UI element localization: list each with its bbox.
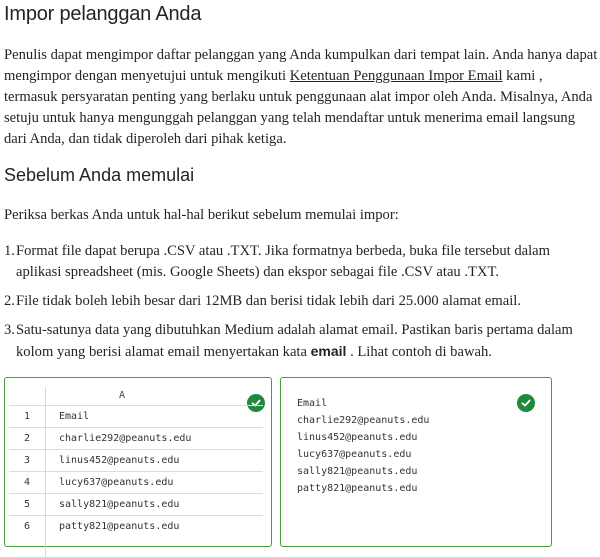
section-heading: Sebelum Anda memulai — [4, 165, 195, 185]
row-number: 6 — [23, 521, 31, 532]
requirement-text-end: . Lihat contoh di bawah. — [346, 344, 492, 360]
spreadsheet-row — [9, 471, 263, 493]
row-number: 4 — [23, 477, 31, 488]
checklist-intro: Periksa berkas Anda untuk hal-hal berikut sebelum memulai impor: — [4, 207, 399, 223]
column-header: A — [118, 390, 126, 401]
requirement-item — [4, 320, 598, 363]
requirement-number: 1. — [4, 243, 15, 259]
requirement-text: Satu-satunya data yang dibutuhkan Medium adalah alamat email. Pastikan baris pertama dalam kolom yang berisi alamat email menyertakan kata — [16, 322, 573, 360]
terms-of-use-link[interactable]: Ketentuan Penggunaan Impor Email — [289, 68, 503, 84]
requirement-number: 3. — [4, 322, 15, 338]
row-number: 5 — [23, 499, 31, 510]
intro-text-end: kami , termasuk persyaratan penting yang berlaku untuk penggunaan alat impor oleh Anda. Misalnya, Anda setuju untuk hanya mengunggah pelanggan yang telah mendaftar untuk menerima email langsung dari Anda, dan tidak diperoleh dari pihak ketiga. — [4, 68, 593, 147]
spreadsheet-row — [9, 449, 263, 471]
requirement-item — [4, 241, 598, 283]
text-line: linus452@peanuts.edu — [297, 432, 418, 443]
spreadsheet-row — [9, 493, 263, 515]
checkmark-circle-icon — [517, 394, 535, 412]
cell-value: sally821@peanuts.edu — [59, 499, 180, 510]
text-line: sally821@peanuts.edu — [297, 466, 418, 477]
cell-value: Email — [59, 411, 90, 422]
requirement-number: 2. — [4, 293, 15, 309]
row-number: 1 — [23, 411, 31, 422]
intro-text-start: Penulis dapat mengimpor daftar pelanggan yang Anda kumpulkan dari tempat lain. Anda hanya dapat mengimpor dengan menyetujui untuk mengikuti — [4, 47, 598, 84]
spreadsheet-row — [9, 515, 263, 537]
requirement-text: Format file dapat berupa .CSV atau .TXT. Jika formatnya berbeda, buka file tersebut dalam aplikasi spreadsheet (mis. Google Sheets) dan ekspor sebagai file .CSV atau .TXT. — [16, 243, 550, 280]
requirement-text: File tidak boleh lebih besar dari 12MB dan berisi tidak lebih dari 25.000 alamat email. — [16, 293, 521, 309]
requirement-item — [4, 291, 598, 312]
row-number: 3 — [23, 455, 31, 466]
row-number: 2 — [23, 433, 31, 444]
spreadsheet-row — [9, 405, 263, 427]
text-line: lucy637@peanuts.edu — [297, 449, 412, 460]
intro-paragraph — [4, 45, 598, 150]
cell-value: charlie292@peanuts.edu — [59, 433, 192, 444]
text-line: patty821@peanuts.edu — [297, 483, 418, 494]
page-title: Impor pelanggan Anda — [4, 3, 202, 25]
cell-value: linus452@peanuts.edu — [59, 455, 180, 466]
text-line: charlie292@peanuts.edu — [297, 415, 430, 426]
text-file-example-panel — [280, 377, 552, 547]
spreadsheet-row — [9, 427, 263, 449]
text-line: Email — [297, 398, 328, 409]
cell-value: lucy637@peanuts.edu — [59, 477, 174, 488]
requirement-keyword: email — [310, 343, 347, 359]
spreadsheet-example-panel — [4, 377, 272, 547]
cell-value: patty821@peanuts.edu — [59, 521, 180, 532]
